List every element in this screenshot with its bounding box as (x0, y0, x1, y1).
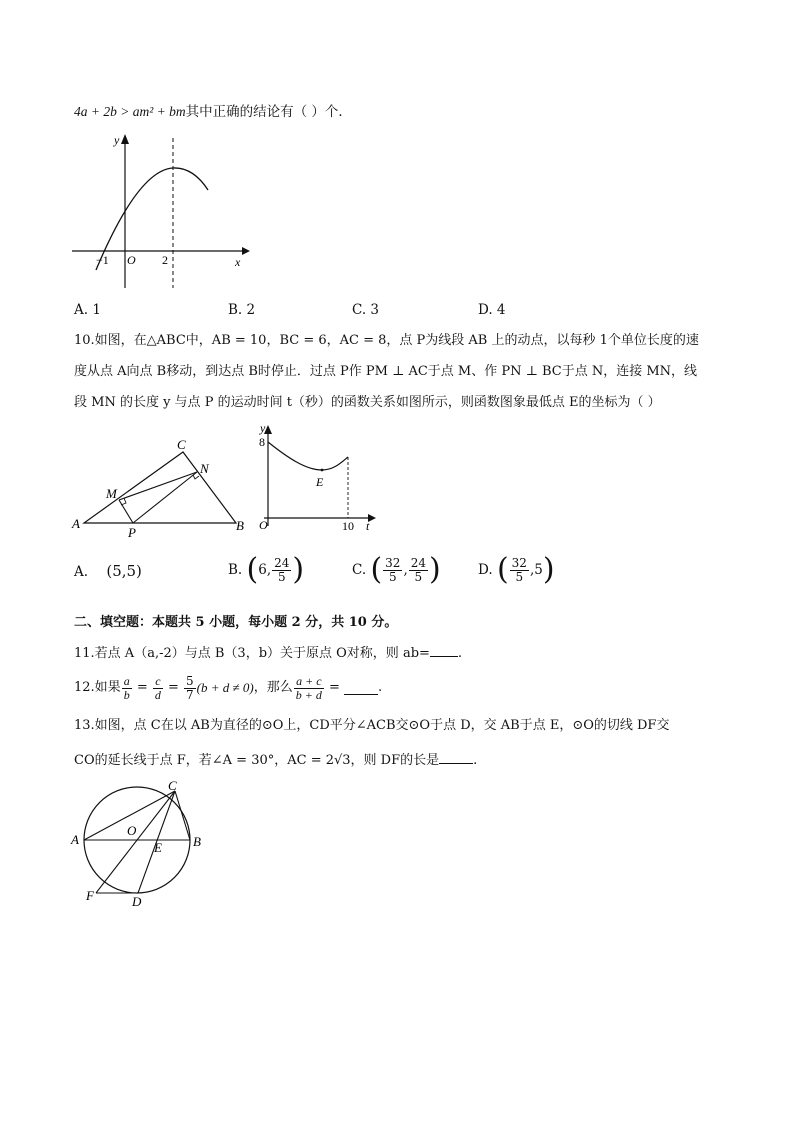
q10-right-angle-n-icon (193, 475, 199, 479)
q13-line-2-text: CO的延长线于点 F，若∠A = 30°，AC = 2√3，则 DF的长是 (74, 753, 440, 768)
q12-fraction-5-over-7: $\frac{5}{7}$ (186, 673, 194, 702)
q10-option-c-y-fraction (409, 557, 428, 584)
q9-y-axis-arrow-icon (121, 134, 129, 144)
q11-text: 11.若点 A（a,-2）与点 B（3，b）关于原点 O对称，则 ab= (74, 646, 430, 661)
q10-point-e (321, 469, 324, 472)
q13-line-1: 13.如图，点 C在以 AB为直径的⊙O上，CD平分∠ACB交⊙O于点 D，交 AB于点 E，⊙O的切线 DF交 (74, 718, 670, 733)
q13-label-a: A (71, 832, 79, 847)
q10-label-b: B (236, 518, 244, 533)
q13-segment-bc (175, 791, 190, 840)
q10-label-a: A (72, 516, 80, 531)
q10-option-d-close-paren: ) (542, 552, 555, 587)
q10-line-2: 度从点 A向点 B移动，到达点 B时停止．过点 P作 PM ⊥ AC于点 M、作 PN ⊥ BC于点 N，连接 MN，线 (74, 364, 698, 379)
q9-option-b: B. 2 (228, 302, 256, 318)
q10-line-3: 段 MN 的长度 y 与点 P 的运动时间 t（秒）的函数关系如图所示，则函数图象最低点 E的坐标为（ ） (74, 395, 661, 410)
q10-option-b-y-den: 5 (277, 569, 286, 584)
q9-x-axis-arrow-icon (242, 247, 250, 255)
q10-option-c-comma: , (403, 562, 408, 578)
q12-line: 12.如果 $\frac{a}{b}$ = $\frac{c}{d}$ = $\frac{5}{7}$ (b + d ≠ 0)，那么 $\frac{a + c}{b + d}$ = . (74, 673, 383, 702)
q10-label-p: P (128, 525, 136, 540)
q13-line-2 (74, 751, 477, 771)
q10-graph-label-o: O (259, 518, 268, 532)
q10-option-c (352, 553, 441, 587)
q10-graph-label-y: y (260, 422, 266, 435)
q10-option-a-letter: A. (74, 564, 89, 580)
q10-function-curve (268, 442, 348, 470)
q9-label-o: O (127, 253, 136, 267)
q10-option-b-y-num: 24 (274, 555, 290, 570)
q10-option-c-x-fraction (383, 557, 402, 584)
q10-option-c-x-den: 5 (388, 569, 397, 584)
q12-mid: ，那么 (253, 680, 293, 695)
q12-fraction-c-over-d: $\frac{c}{d}$ (154, 673, 161, 702)
q12-end: . (378, 680, 383, 695)
q10-option-d-x-fraction (510, 557, 529, 584)
q10-option-c-open-paren: ( (370, 552, 383, 587)
q9-label-y: y (114, 133, 120, 147)
q10-option-b-letter: B. (228, 562, 243, 578)
q12-answer-blank[interactable] (344, 682, 378, 695)
q9-option-d: D. 4 (478, 302, 506, 318)
q10-option-b-x: 6 (258, 562, 267, 578)
q10-label-m: M (106, 486, 117, 501)
q13-label-o: O (127, 823, 137, 838)
q9-statement-line (74, 102, 352, 122)
q9-inequality: 4a + 2b > am² + bm (74, 104, 186, 119)
q10-graph-label-e: E (316, 475, 324, 489)
q10-graph-label-t: t (366, 519, 370, 533)
q9-option-c: C. 3 (352, 302, 380, 318)
q10-option-b-open-paren: ( (246, 552, 259, 587)
q10-label-n: N (200, 461, 209, 476)
q10-line-1: 10.如图，在△ABC中，AB = 10，BC = 6，AC = 8，点 P为线段 AB 上的动点，以每秒 1个单位长度的速 (74, 333, 699, 348)
q10-option-c-close-paren: ) (429, 552, 441, 587)
q12-condition: (b + d ≠ 0) (196, 680, 254, 695)
q10-graph-label-10: 10 (342, 519, 354, 533)
q9-label-2: 2 (162, 253, 168, 267)
q9-label-x: x (235, 255, 241, 269)
q13-label-d: D (132, 894, 142, 909)
q10-label-c: C (177, 437, 186, 452)
q11-answer-blank[interactable] (430, 644, 458, 657)
q10-option-d-open-paren: ( (496, 552, 509, 587)
q12-fraction-sum: $\frac{a + c}{b + d}$ (295, 673, 322, 702)
q13-segment-cf (96, 791, 175, 893)
q9-label-neg1: −1 (96, 253, 109, 267)
q10-option-d-letter: D. (478, 562, 493, 578)
q13-label-c: C (168, 778, 177, 793)
q9-option-a: A. 1 (74, 302, 101, 318)
q10-option-d-comma: , (529, 562, 535, 578)
q10-option-d-x-num: 32 (511, 555, 527, 570)
q10-option-d (478, 553, 555, 587)
q10-option-a (74, 562, 142, 580)
q11-line (74, 644, 462, 664)
q9-parabola-curve (96, 168, 208, 270)
q10-option-d-x-den: 5 (515, 569, 524, 584)
q12-prefix: 12.如果 (74, 680, 121, 695)
q10-option-c-y-num: 24 (410, 555, 427, 570)
q11-end: . (457, 646, 463, 661)
q10-option-b (228, 553, 304, 587)
q10-function-graph (254, 422, 384, 537)
q9-parabola-graph (66, 130, 256, 292)
q10-option-b-close-paren: ) (292, 552, 305, 587)
q13-label-b: B (193, 834, 201, 849)
q13-label-e: E (154, 840, 162, 855)
q10-option-b-y-fraction (272, 557, 291, 584)
q13-label-f: F (86, 888, 94, 903)
q10-option-c-letter: C. (352, 562, 367, 578)
q10-segment-pn (133, 472, 197, 523)
q13-answer-blank[interactable] (439, 751, 473, 764)
q10-option-b-comma: , (266, 562, 272, 578)
q10-option-a-value: (5,5) (106, 562, 142, 580)
q10-segment-mn (119, 472, 197, 500)
q10-option-c-x-num: 32 (385, 555, 401, 570)
q10-graph-label-8: 8 (259, 435, 265, 449)
q10-triangle-figure (66, 432, 256, 542)
q10-option-d-y: 5 (534, 562, 543, 578)
q13-circle-figure (66, 778, 216, 913)
q12-fraction-a-over-b: $\frac{a}{b}$ (123, 673, 130, 702)
q9-question-tail: 其中正确的结论有（ ）个． (185, 104, 352, 120)
q10-option-c-y-den: 5 (414, 569, 423, 584)
section-2-heading: 二、填空题：本题共 5 小题，每小题 2 分，共 10 分。 (74, 615, 398, 630)
q13-end: . (473, 753, 478, 768)
